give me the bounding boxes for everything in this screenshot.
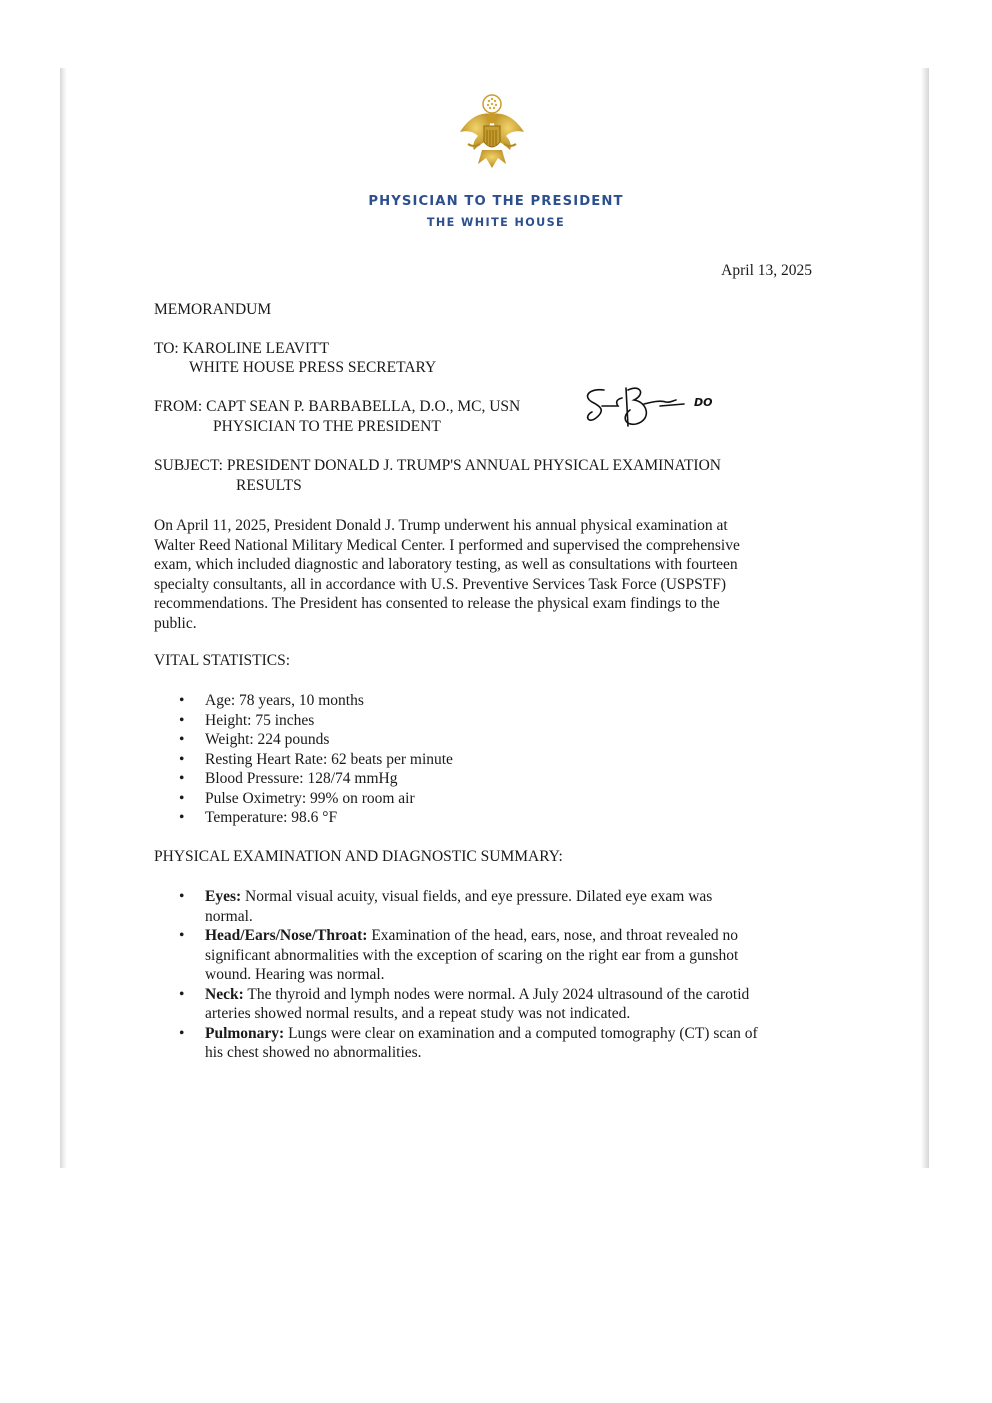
vitals-heading: VITAL STATISTICS: [154,652,291,669]
finding-pulmonary [205,1024,861,1063]
finding-label: Neck: [205,985,244,1003]
signature-suffix: DO [694,396,713,409]
subject-line [154,457,721,475]
intro-line: Walter Reed National Military Medical Center. I performed and supervised the comprehensive [154,536,740,554]
memo-heading: MEMORANDUM [154,301,272,318]
summary-heading: PHYSICAL EXAMINATION AND DIAGNOSTIC SUMMARY: [154,848,563,865]
finding-text: Examination of the head, ears, nose, and throat revealed no [367,927,739,944]
finding-eyes [205,887,861,926]
finding-text: wound. Hearing was normal. [205,966,385,983]
from-line [154,398,520,416]
vital-item: • Weight: 224 pounds [205,730,453,750]
finding-text: Lungs were clear on examination and a computed tomography (CT) scan of [284,1024,758,1042]
to-label: TO: [154,340,179,357]
subject-label: SUBJECT: [154,457,223,474]
vital-item: • Pulse Oximetry: 99% on room air [205,789,453,809]
from-title: PHYSICIAN TO THE PRESIDENT [213,418,441,435]
finding-neck [205,985,861,1024]
subject-text-continued: RESULTS [236,477,302,494]
to-line [154,340,329,358]
finding-label: Head/Ears/Nose/Throat: [205,927,368,944]
finding-text: his chest showed no abnormalities. [205,1044,422,1061]
finding-text: Normal visual acuity, visual fields, and eye pressure. Dilated eye exam was [241,888,713,905]
intro-line: public. [154,614,197,632]
great-seal-eagle-icon [456,92,528,172]
from-label: FROM: [154,398,203,415]
from-name: CAPT SEAN P. BARBABELLA, D.O., MC, USN [206,398,521,415]
finding-label: Pulmonary: [205,1024,285,1042]
handwritten-signature [574,380,724,436]
findings-list [154,887,861,1063]
intro-line: specialty consultants, all in accordance with U.S. Preventive Services Task Force (USPSTF) [154,575,727,593]
intro-line: recommendations. The President has consented to release the physical exam findings to the [154,595,720,612]
memo-date: April 13, 2025 [721,262,812,279]
to-name: KAROLINE LEAVITT [182,340,330,357]
finding-text: normal. [205,907,253,925]
to-title: WHITE HOUSE PRESS SECRETARY [189,359,437,376]
vital-item: • Blood Pressure: 128/74 mmHg [205,769,453,789]
subject-text: PRESIDENT DONALD J. TRUMP'S ANNUAL PHYSICAL EXAMINATION [226,457,721,474]
intro-line: exam, which included diagnostic and laboratory testing, as well as consultations with fourteen [154,556,738,573]
finding-text: arteries showed normal results, and a repeat study was not indicated. [205,1005,631,1022]
letterhead-subtitle: THE WHITE HOUSE [426,216,566,229]
vital-item: • Age: 78 years, 10 months [205,691,453,711]
vital-item: • Height: 75 inches [205,711,453,731]
finding-label: Eyes: [205,888,242,905]
vitals-list [154,691,453,828]
vital-item: • Resting Heart Rate: 62 beats per minute [205,750,453,770]
letterhead-title: PHYSICIAN TO THE PRESIDENT [368,194,624,209]
intro-line: On April 11, 2025, President Donald J. Trump underwent his annual physical examination at [154,517,728,534]
finding-text: The thyroid and lymph nodes were normal. A July 2024 ultrasound of the carotid [243,985,750,1003]
finding-text: significant abnormalities with the exception of scaring on the right ear from a gunshot [205,946,739,964]
finding-heent [205,926,861,985]
intro-paragraph [154,516,814,633]
vital-item: • Temperature: 98.6 °F [205,808,453,828]
